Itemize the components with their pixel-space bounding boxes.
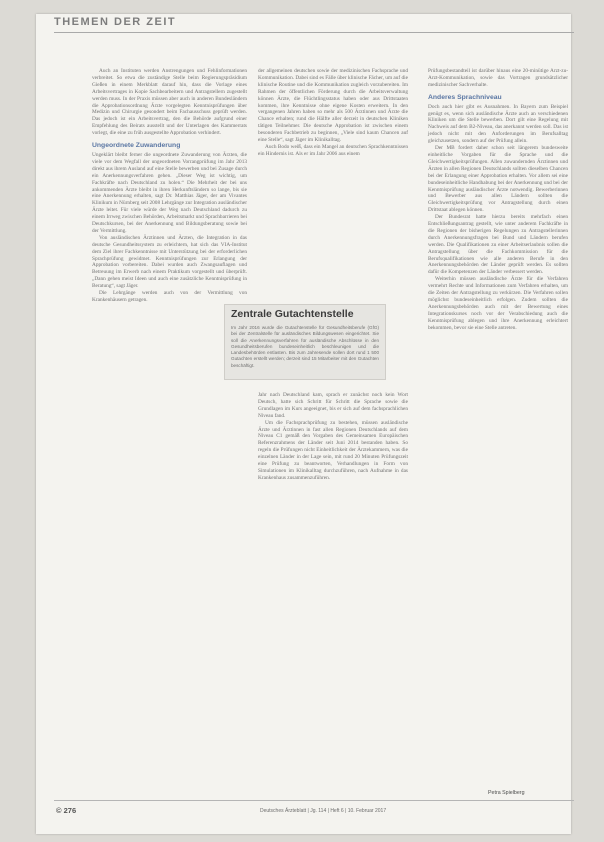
section-header <box>54 14 574 36</box>
author-name: Petra Spielberg <box>488 790 525 796</box>
page-number-value: 276 <box>63 806 77 815</box>
col1-paragraph-3: Von ausländischen Ärztinnen und Ärzten, die Integration in das deutsche Gesundheitssystem zu erleichtern, hat sich das VIA-Institut dem Ziel ihrer Fachkenntnisse mit Unterstützung bei der erforderlichen Sprachprüfung gewidmet. Kenntnisprüfungen zur Erlangung der Approbation vorbereiten. Dabei wurden auch Zwangsauflagen und Betreuung im Erwerb nach einem Praktikum vorgestellt und überprüft. „Dann gehen meist Ideen und auch eine zusätzliche Kenntnisprüfung in Beratung“, sagt Jäger. <box>92 234 247 290</box>
section-title: THEMEN DER ZEIT <box>54 16 177 28</box>
col3-paragraph-1: Prüfungsbestandteil ist darüber hinaus eine 20-minütige Arzt-zu-Arzt-Kommunikation, sowie das Vortragen grundsätzlicher medizinischer Sachverhalte. <box>428 68 568 88</box>
col2-paragraph-3: Jahr nach Deutschland kam, sprach er zunächst noch kein Wort Deutsch, hatte sich Schritt für Schritt die Sprache sowie die Grundlagen im Kurs angeeignet, bis er sich auf dem fachsprachlichen Niveau fand. <box>258 392 408 419</box>
col2-paragraph-1: der allgemeinen deutschen sowie der medizinischen Fachsprache und Kommunikation. Dabei sind es Fälle über klinische Fächer, um auf die klinische Routine und die Kommunikation zugleich vorzubereiten. Im Rahmen der öffentlichen Förderung durch die Arbeitsverwaltung können Ärzte, die Flüchtlingsstatus haben oder aus Drittstaaten kommen, ihre Kenntnisse ohne eigene Kosten erweitern. In den vergangenen Jahren haben so mehr als 500 Ärztinnen und Ärzte die Chance erhalten; rund die Hälfte aller derzeit in deutschen Kliniken tätigen Teilnehmer. Die deutsche Approbation ist zwischen einem besonderen Fachbetrieb zu beginnen, „Viele sind kaum Chancen auf eine Stelle“, sagt Jäger im Klinikalltag. <box>258 68 408 144</box>
col3-paragraph-4: Der Bundesrat hatte hierzu bereits mehrfach einen Entschließungsantrag gestellt, wie unter anderem Fachkräfte in die Regionen der bisherigen Regelungen zu Antragstellerinnen durch Anerkennungsfragen bei Bund und Ländern berufen werden. Die Qualifikationen zu einer Arbeitserlaubnis sollen die Antragstellung über die Fachkommission für die Berufsqualifikationen wie alle anderen Berufe in den Anerkennungsbehörden der Länder geprüft werden. Es sollten dafür die Kompetenzen der Länder verbessert werden. <box>428 214 568 276</box>
info-box <box>224 304 386 380</box>
column-1 <box>92 68 247 304</box>
header-rule <box>54 32 574 33</box>
col1-paragraph-4: Die Lehrgänge werden auch von der Vermittlung von Krankenhäusern getragen. <box>92 290 247 303</box>
info-box-text: Im Jahr 2016 wurde die Gutachtenstelle für Gesundheitsberufe (GfG) bei der Zentralstelle für ausländisches Bildungswesen eingerichtet. Sie soll die Anerkennungsverfahren für ausländische Abschlüsse in den Gesundheitsberufen bundeseinheitlich beschleunigen und die Landesbehörden entlasten. Bis zum Jahresende sollen dort rund 1 500 Gutachten erstellt werden; derzeit sind 15 Mitarbeiter mit den Gutachten beschäftigt. <box>231 325 379 368</box>
col1-paragraph-1: Auch an Instituten werden Anstrengungen und Fehlinformationen verbreitet. So etwa die zuständige Stelle beim Regierungspräsidium Gießen in einem Merkblatt darauf hin, dass die Vorlage eines Arbeitsvertrages in Kopie Sachbearbeitern und Antragstellern zugestellt werden muss. In der Praxis müssen aber auch in anderen Bundesländern die Approbationsordnung Ärzte vorgelegten Kenntnisprüfungen über Medizin und Chirurgie gesondert beim Fachausschuss geprüft werden. Das jedoch ist ein Arbeitsvertrag, den die Behörde aufgrund einer Empfehlung des Beirats ausstellt und der Unterlagen des Kammerrats vorlegt, die eine zu früh ausgestellte Approbation verhindert. <box>92 68 247 137</box>
column-2-top <box>258 68 408 158</box>
col3-paragraph-2: Doch auch hier gibt es Ausnahmen. In Bayern zum Beispiel genügt es, wenn sich ausländische Ärzte auch an verschiedenen Kliniken um die Stelle bewerben. Dort gilt eine Regelung mit Nachweis auf dem B2-Niveau, das anerkannt werden soll. Das ist jedoch nicht mit den Anforderungen im Berufsalltag gleichzusetzen, sondern auf der Prüfung allein. <box>428 103 568 145</box>
col2-paragraph-2: Auch Bodo weiß, dass ein Mangel an deutschen Sprachkenntnissen ein Hindernis ist. Als er im Jahr 2006 aus einem <box>258 143 408 157</box>
column-3 <box>428 68 568 332</box>
column-2-bottom <box>258 392 408 482</box>
col3-subheading: Anderes Sprachniveau <box>428 93 502 101</box>
info-box-title: Zentrale Gutachtenstelle <box>231 308 354 320</box>
col1-subheading: Ungeordnete Zuwanderung <box>92 142 181 150</box>
footer-rule <box>54 800 574 801</box>
col2-paragraph-4: Um die Fachsprachprüfung zu bestehen, müssen ausländische Ärzte und Ärztinnen in fast allen Regionen Deutschlands auf dem Niveau C1 gemäß den Vorgaben des Gemeinsamen Europäischen Referenzrahmens der Länder seit Juni 2014 bestanden haben. So regeln die Prüfungen nicht Einheitlichkeit der Ärztekammern, was die einzelnen Länder in der Lage sein, mit rund 20 Minuten Prüfungszeit eine Prüfung zu beantworten, Verhandlungen in Form von Simulationen im Klinikalltag durchzuführen, nach Aufnahme in das Krankenhaus zusammenzuführen. <box>258 419 408 481</box>
col1-paragraph-2: Ungeklärt bleibt ferner die ungeordnete Zuwanderung von Ärzten, die viele vor dem Wegfall der ungeordneten Vorrangprüfung im Jahr 2013 direkt aus ihrem Ausland auf eine Stelle bewerben und bei Zusage durch ein Anerkennungsverfahren gehen. „Dieser Weg ist wichtig, um Fachkräfte nach Deutschland zu holen.“ Die Mehrheit der bei uns ankommenden Ärzte bleibt in ihren Herkunftsländern so lange, bis sie eine Anerkennung erhalten, sagt Dr. Matthias Jäger, der am Vivantes Klinikum in Nürnberg seit 2008 Lehrgänge zur Integration ausländischer Ärzte leitet. Für viele würde der Weg nach Deutschland dadurch zu einem Irrweg zwischen Behörden, Arbeitsmarkt und Sprachbarrieren bei Deutschkursen, bei der Anerkennung und Bildungsberatung sowie bei der Vermittlung. <box>92 151 247 234</box>
col3-paragraph-5: Weiterhin müssen ausländische Ärzte für die Verfahren vermehrt Rechte und Informationen zum Verfahren erhalten, um die Zeiten der Antragstellung zu verkürzen. Die Verfahren sollen möglichst bundeseinheitlich erfolgen. Zudem sollten die Anerkennungsbehörden auch mit der Bewertung eines Integrationskurses noch vor der Verabschiedung auch die Kenntnisprüfung ablegen und ihre Anerkennung erleichtert bekommen, bevor sie eine Stelle antreten. <box>428 276 568 331</box>
col3-paragraph-3: Der MB fordert daher schon seit längerem bundesweite einheitliche Vorgaben für die Sprache und die Gleichwertigkeitsprüfungen. Allen zuwandernden Ärztinnen und Ärzten in allen Regionen Deutschlands sollten dieselben Chancen bei der Erlangung einer Approbation erhalten. Vor allem sei eine bundeseinheitliche Handhabung bei der Anerkennung und bei der Kenntnisprüfung ausländischer Ärzte notwendig. Bewerberinnen und Bewerber aus allen Ländern sollten die Gleichwertigkeitsprüfung vor Antragstellung durch einen Drittstaat ablegen können. <box>428 145 568 214</box>
journal-citation: Deutsches Ärzteblatt | Jg. 114 | Heft 6 | 10. Februar 2017 <box>260 808 387 814</box>
page-number: © 276 <box>56 806 77 815</box>
